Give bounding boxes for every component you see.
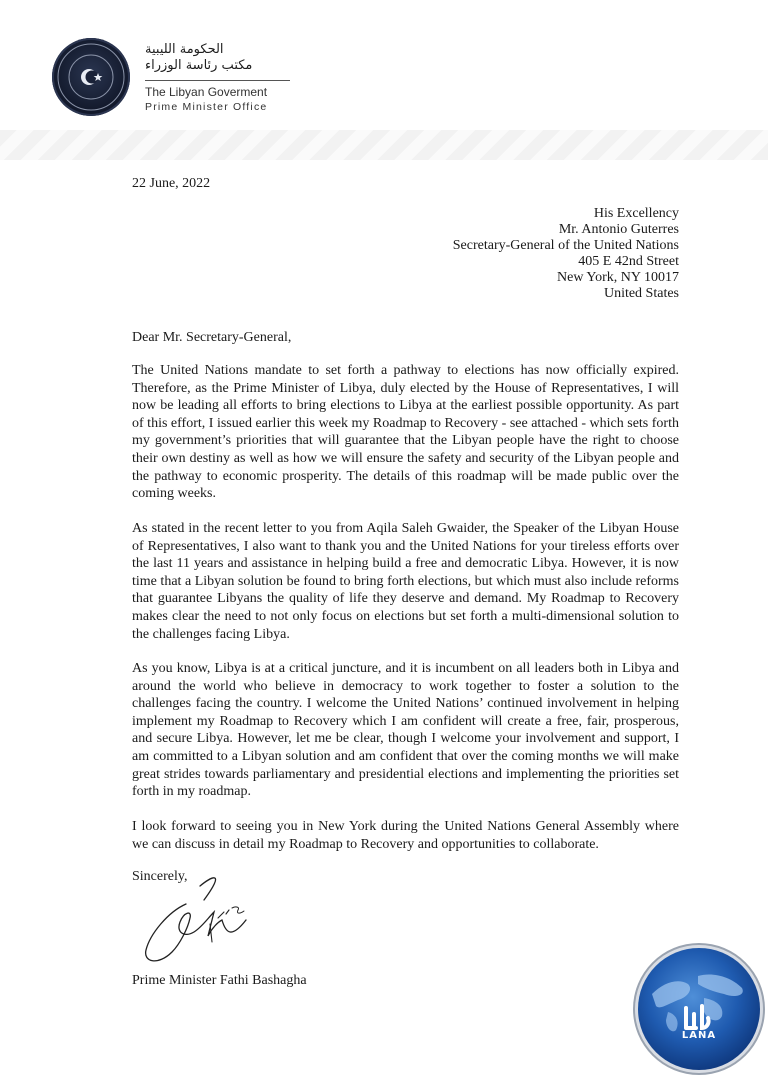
- recipient-line: Secretary-General of the United Nations: [452, 238, 679, 253]
- recipient-line: His Excellency: [593, 206, 679, 221]
- recipient-line: New York, NY 10017: [557, 270, 679, 285]
- closing: Sincerely,: [132, 869, 188, 884]
- recipient-line: Mr. Antonio Guterres: [558, 222, 679, 237]
- signer-name: Prime Minister Fathi Bashagha: [132, 973, 307, 988]
- letterhead-text: [145, 42, 345, 114]
- lana-logo-icon: [638, 948, 760, 1070]
- salutation: Dear Mr. Secretary-General,: [132, 330, 292, 345]
- lana-label: LANA: [681, 1030, 717, 1041]
- english-government-name: The Libyan Goverment: [145, 85, 268, 99]
- letterhead-divider: [145, 80, 290, 81]
- recipient-address-block: [453, 206, 679, 302]
- handwritten-signature-icon: [128, 862, 268, 972]
- body-paragraph: As stated in the recent letter to you from Aqila Saleh Gwaider, the Speaker of the Libyan House of Representatives, I also want to thank you and the United Nations for your tireless efforts over the last 11 years and assistance in helping build a free and democratic Libya. However, it is now time that a Libyan solution be found to bring forth elections, but which must also include reforms that guarantee Libyans the quality of life they deserve and demand. My Roadmap to Recovery makes clear the need to not only focus on elections but set forth a multi-dimensional solution to the challenges facing Libya.: [132, 521, 679, 642]
- body-paragraph: As you know, Libya is at a critical juncture, and it is incumbent on all leaders both in Libya and around the world who believe in democracy to work together to foster a solution to the challenges facing the country. I welcome the United Nations’ continued involvement in helping implement my Roadmap to Recovery which I am confident will create a free, fair, prosperous, and secure Libya. However, let me be clear, though I welcome your involvement and support, I am committed to a Libyan solution and am confident that over the coming months we will make great strides towards parliamentary and presidential elections and implementing the priorities set forth in my roadmap.: [132, 661, 679, 800]
- arabic-government-name: الحكومة الليبية: [145, 42, 224, 57]
- letter-date: 22 June, 2022: [132, 176, 211, 191]
- recipient-line: United States: [603, 286, 679, 301]
- arabic-office-name: مكتب رئاسة الوزراء: [145, 58, 253, 73]
- government-seal-icon: [52, 38, 130, 116]
- body-paragraph: The United Nations mandate to set forth a pathway to elections has now officially expired. Therefore, as the Prime Minister of Libya, duly elected by the House of Representatives, I will now be leading all efforts to bring elections to Libya at the earliest possible opportunity. As part of this effort, I issued earlier this week my Roadmap to Recovery - see attached - which sets forth my government’s priorities that will guarantee that the Libyan people have the right to choose their own destiny as well as how we will ensure the safety and security of the Libyan people and the pathway to economic prosperity. The details of this roadmap will be made public over the coming weeks.: [132, 363, 679, 502]
- letterhead: [0, 0, 768, 130]
- decorative-pattern-band: [0, 130, 768, 160]
- recipient-line: 405 E 42nd Street: [578, 254, 679, 269]
- english-office-name: Prime Minister Office: [145, 101, 268, 113]
- body-paragraph: I look forward to seeing you in New York during the United Nations General Assembly where we can discuss in detail my Roadmap to Recovery and opportunities to collaborate.: [132, 819, 679, 852]
